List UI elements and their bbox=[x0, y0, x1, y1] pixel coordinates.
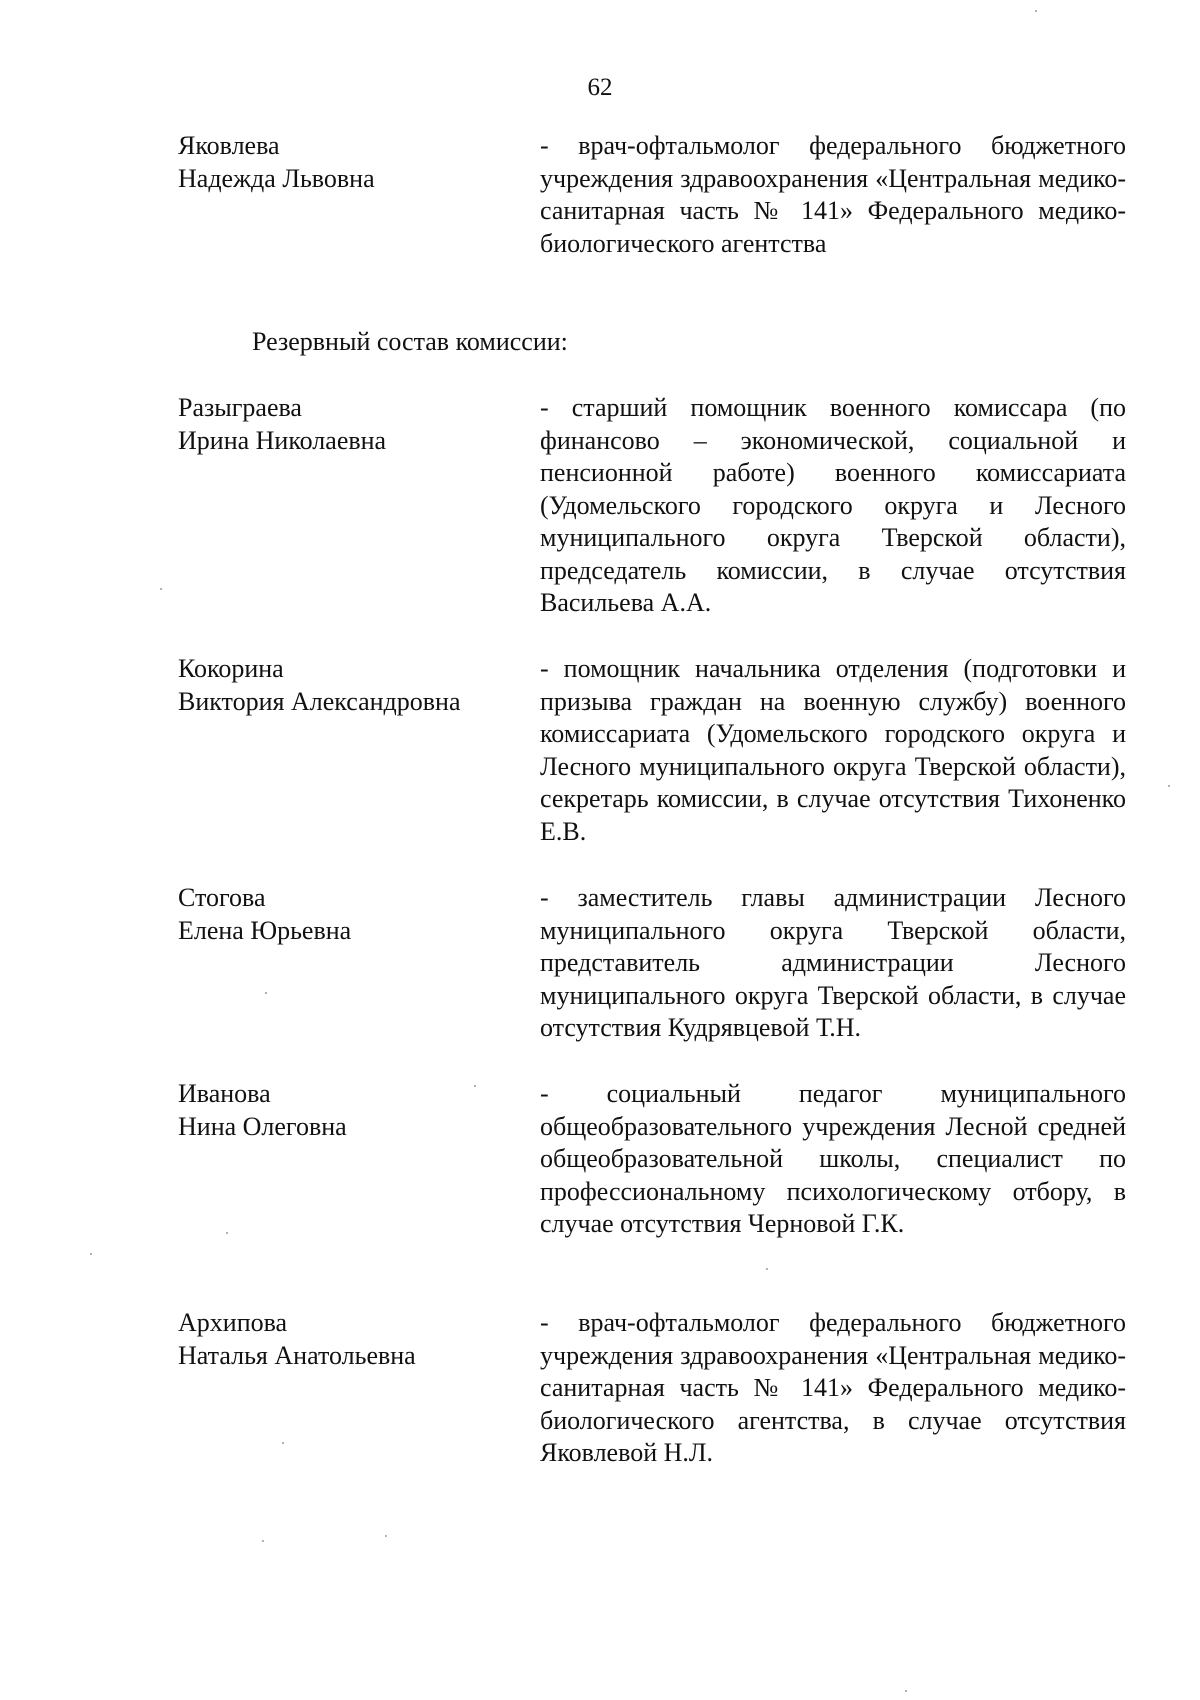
member-name bbox=[178, 130, 508, 195]
member-description: - заместитель главы администрации Лесного муниципального округа Тверской области, представитель администрации Лесного муниципального округа Тверской области, в случае отсутствия Кудрявцевой Т.Н. bbox=[540, 883, 1126, 1042]
scan-speck bbox=[1035, 10, 1037, 12]
scan-speck bbox=[474, 1085, 476, 1087]
member-name bbox=[178, 1307, 508, 1372]
member-surname: Разыграева bbox=[178, 393, 302, 422]
scan-speck bbox=[226, 1232, 228, 1234]
member-given-names: Елена Юрьевна bbox=[178, 915, 352, 945]
scan-speck bbox=[90, 1253, 92, 1255]
member-given-names: Наталья Анатольевна bbox=[178, 1340, 416, 1370]
member-name bbox=[178, 882, 508, 947]
scan-speck bbox=[160, 588, 162, 590]
member-given-names: Ирина Николаевна bbox=[178, 425, 387, 455]
member-name bbox=[178, 653, 508, 718]
member-given-names: Нина Олеговна bbox=[178, 1111, 347, 1141]
scan-speck bbox=[262, 1540, 264, 1542]
scan-speck bbox=[282, 1442, 284, 1444]
scan-speck bbox=[766, 1268, 768, 1270]
member-description: - врач-офтальмолог федерального бюджетного учреждения здравоохранения «Центральная медико-санитарная часть № 141» Федерального медико-биологического агентства bbox=[540, 131, 1126, 258]
scan-speck bbox=[265, 992, 267, 994]
member-description: - социальный педагог муниципального общеобразовательного учреждения Лесной средней общеобразовательной школы, специалист по профессиональному психологическому отбору, в случае отсутствия Черновой Г.К. bbox=[540, 1079, 1126, 1238]
member-surname: Кокорина bbox=[178, 654, 284, 683]
scan-speck bbox=[1168, 785, 1170, 787]
member-given-names: Надежда Львовна bbox=[178, 163, 375, 193]
member-surname: Архипова bbox=[178, 1308, 288, 1337]
member-given-names: Виктория Александровна bbox=[178, 686, 461, 716]
member-name bbox=[178, 1078, 508, 1143]
scan-speck bbox=[385, 1535, 387, 1537]
member-surname: Иванова bbox=[178, 1079, 271, 1108]
page-number: 62 bbox=[587, 74, 613, 101]
member-description: - старший помощник военного комиссара (по финансово – экономической, социальной и пенсионной работе) военного комиссариата (Удомельского городского округа и Лесного муниципального округа Тверской области), председатель комиссии, в случае отсутствия Васильева А.А. bbox=[540, 393, 1126, 617]
member-description: - врач-офтальмолог федерального бюджетного учреждения здравоохранения «Центральная медико-санитарная часть № 141» Федерального медико-биологического агентства, в случае отсутствия Яковлевой Н.Л. bbox=[540, 1308, 1126, 1467]
member-name bbox=[178, 392, 508, 457]
scan-speck bbox=[905, 1690, 907, 1692]
member-surname: Стогова bbox=[178, 883, 266, 912]
member-description: - помощник начальника отделения (подготовки и призыва граждан на военную службу) военного комиссариата (Удомельского городского округа и Лесного муниципального округа Тверской области), секретарь комиссии, в случае отсутствия Тихоненко Е.В. bbox=[540, 654, 1126, 846]
reserve-heading: Резервный состав комиссии: bbox=[252, 327, 568, 356]
member-surname: Яковлева bbox=[178, 131, 280, 160]
